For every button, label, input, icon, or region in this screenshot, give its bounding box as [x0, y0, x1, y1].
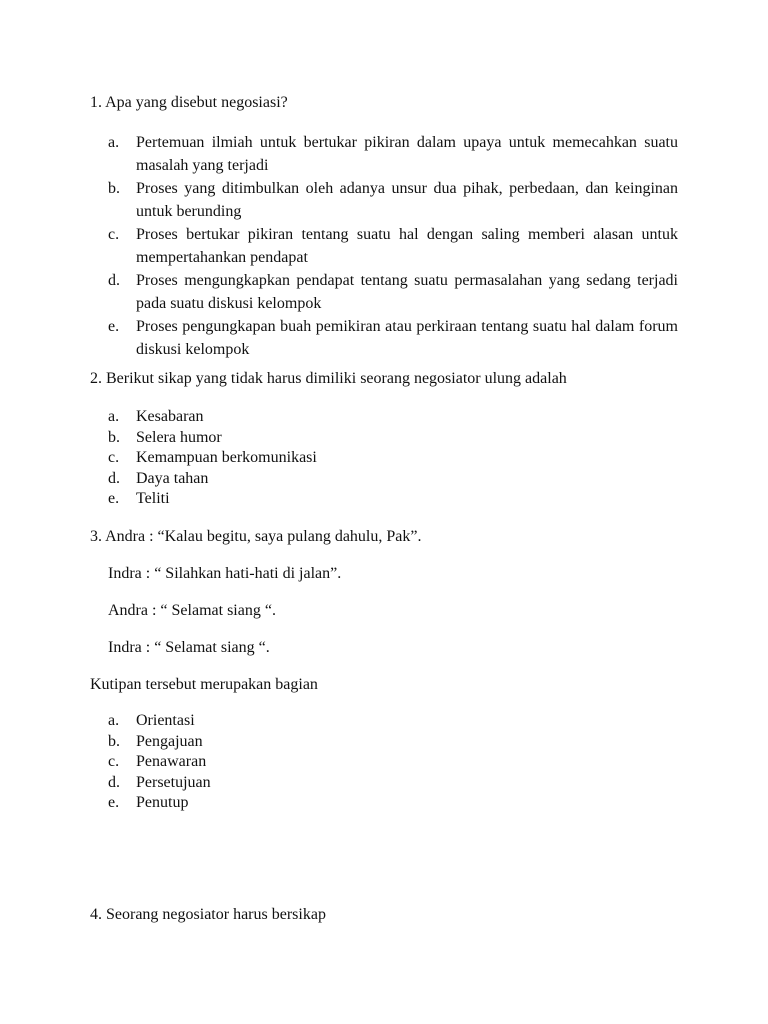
- question-3-option-a: [108, 711, 678, 732]
- option-text: Pengajuan: [136, 732, 203, 750]
- question-2-options: [108, 407, 678, 510]
- option-text: Proses yang ditimbulkan oleh adanya unsur dua pihak, perbedaan, dan keinginan untuk berunding: [136, 180, 678, 220]
- question-3-prompt: Kutipan tersebut merupakan bagian: [90, 676, 318, 693]
- question-2-stem: 2. Berikut sikap yang tidak harus dimiliki seorang negosiator ulung adalah: [90, 370, 567, 387]
- option-letter: c.: [108, 449, 120, 466]
- option-letter: b.: [108, 428, 120, 446]
- option-text: Daya tahan: [136, 469, 209, 487]
- option-letter: c.: [108, 226, 120, 243]
- question-2-option-b: [108, 428, 678, 449]
- option-text: Teliti: [136, 490, 170, 507]
- question-3-option-b: [108, 732, 678, 753]
- option-text: Proses pengungkapan buah pemikiran atau perkiraan tentang suatu hal dalam forum diskusi kelompok: [136, 318, 678, 358]
- option-text: Penutup: [136, 794, 189, 811]
- option-letter: a.: [108, 712, 120, 729]
- question-3-stem: 3. Andra : “Kalau begitu, saya pulang dahulu, Pak”.: [90, 528, 422, 545]
- option-text: Kemampuan berkomunikasi: [136, 449, 317, 466]
- option-letter: d.: [108, 469, 120, 487]
- option-letter: e.: [108, 490, 120, 507]
- option-letter: a.: [108, 408, 120, 425]
- question-3-option-e: [108, 793, 678, 814]
- option-text: Penawaran: [136, 753, 207, 770]
- question-1-option-b: [108, 177, 678, 223]
- option-letter: b.: [108, 732, 120, 750]
- option-text: Kesabaran: [136, 408, 204, 425]
- option-text: Selera humor: [136, 428, 222, 446]
- option-letter: e.: [108, 794, 120, 811]
- dialogue-line-1: Indra : “ Silahkan hati-hati di jalan”.: [108, 565, 342, 582]
- dialogue-line-2: Andra : “ Selamat siang “.: [108, 602, 276, 619]
- question-3-option-d: [108, 773, 678, 794]
- option-letter: c.: [108, 753, 120, 770]
- option-letter: d.: [108, 272, 120, 289]
- question-3-option-c: [108, 752, 678, 773]
- question-1-option-a: [108, 131, 678, 177]
- question-1-option-c: [108, 223, 678, 269]
- option-letter: e.: [108, 318, 120, 335]
- question-2-option-a: [108, 407, 678, 428]
- question-4-stem: 4. Seorang negosiator harus bersikap: [90, 906, 326, 923]
- option-text: Orientasi: [136, 712, 195, 729]
- option-text: Proses bertukar pikiran tentang suatu hal dengan saling memberi alasan untuk mempertahankan pendapat: [136, 226, 678, 266]
- option-letter: b.: [108, 180, 120, 197]
- question-1-stem: 1. Apa yang disebut negosiasi?: [90, 94, 288, 111]
- option-text: Persetujuan: [136, 773, 211, 791]
- dialogue-line-3: Indra : “ Selamat siang “.: [108, 639, 270, 656]
- question-1-option-e: [108, 315, 678, 361]
- option-text: Pertemuan ilmiah untuk bertukar pikiran dalam upaya untuk memecahkan suatu masalah yang terjadi: [136, 134, 678, 174]
- question-2-option-c: [108, 448, 678, 469]
- option-letter: a.: [108, 134, 120, 151]
- option-text: Proses mengungkapkan pendapat tentang suatu permasalahan yang sedang terjadi pada suatu diskusi kelompok: [136, 272, 678, 312]
- question-2-option-d: [108, 469, 678, 490]
- question-1-options: [108, 131, 678, 361]
- question-2-option-e: [108, 489, 678, 510]
- question-3-options: [108, 711, 678, 814]
- question-1-option-d: [108, 269, 678, 315]
- option-letter: d.: [108, 773, 120, 791]
